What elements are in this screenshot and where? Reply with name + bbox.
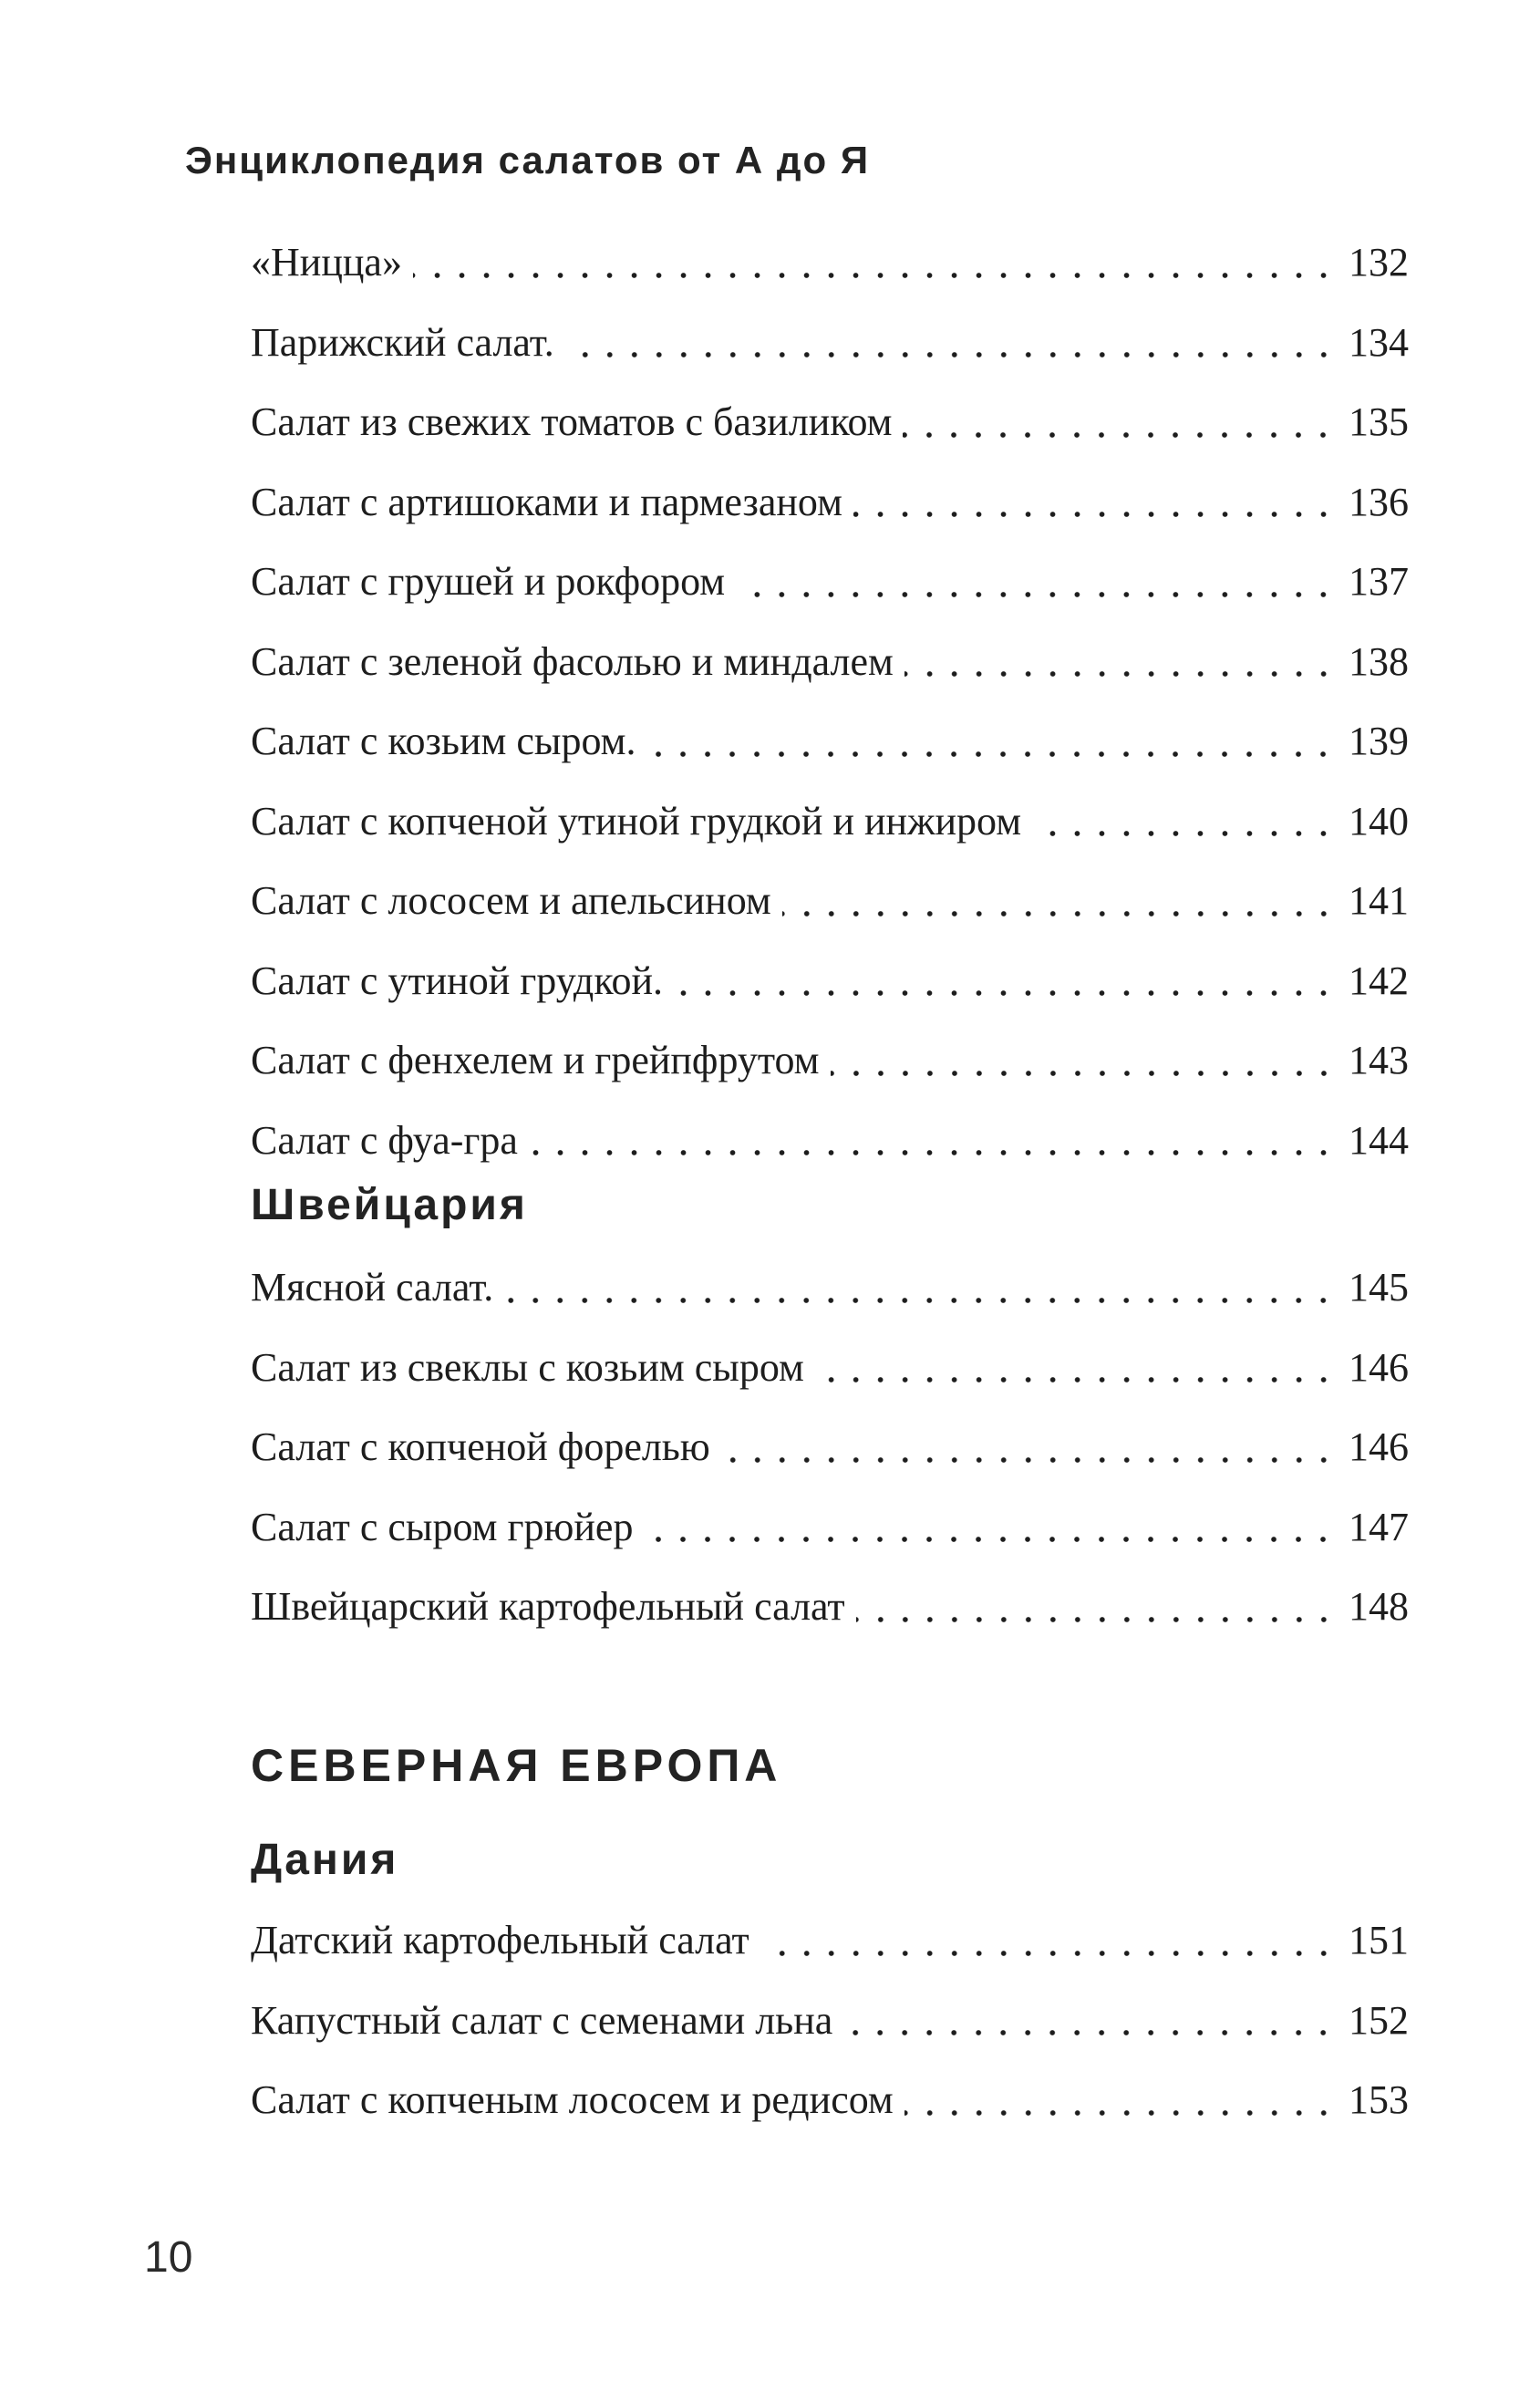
toc-entry [251,1981,1409,2061]
entry-title: Салат из свежих томатов с базиликом [251,399,893,444]
entry-title: Швейцарский картофельный салат [251,1584,845,1629]
entry-page-number: 144 [1349,1117,1409,1163]
dot-leader [843,1981,1339,2061]
toc-section-france [251,223,1409,1180]
dot-leader [1032,782,1339,862]
toc-entry [251,861,1409,941]
entry-page-number: 145 [1349,1265,1409,1310]
entry-page-number: 132 [1349,240,1409,285]
entry-title: Салат с козьим сыром. [251,719,636,763]
entry-page-number: 148 [1349,1584,1409,1629]
entry-page-number: 140 [1349,798,1409,844]
entry-title: Салат с лососем и апельсином [251,878,771,923]
toc-entry [251,382,1409,462]
entry-page-number: 153 [1349,2077,1409,2122]
entry-title: Датский картофельный салат [251,1918,749,1962]
toc-entry [251,1020,1409,1101]
entry-title: Салат с фуа-гра [251,1117,518,1163]
entry-page-number: 137 [1349,559,1409,604]
dot-leader [736,542,1339,622]
toc-entry [251,1487,1409,1568]
entry-title: Салат с копченой утиной грудкой и инжиром [251,798,1022,844]
entry-page-number: 138 [1349,638,1409,684]
dot-leader [644,1487,1339,1568]
toc-entry [251,303,1409,383]
dot-leader [782,861,1339,941]
entry-page-number: 141 [1349,878,1409,923]
entry-page-number: 146 [1349,1424,1409,1469]
toc-entry [251,462,1409,543]
entry-page-number: 147 [1349,1504,1409,1549]
entry-title: Салат с фенхелем и грейпфрутом [251,1038,820,1082]
dot-leader [721,1407,1339,1487]
entry-title: «Ницца» [251,240,402,285]
entry-page-number: 139 [1349,719,1409,763]
toc-entry [251,1900,1409,1981]
dot-leader [413,223,1339,303]
dot-leader [904,2060,1339,2140]
entry-title: Салат с зеленой фасолью и миндалем [251,638,894,684]
dot-leader [853,462,1339,543]
entry-page-number: 151 [1349,1918,1409,1962]
entry-title: Капустный салат с семенами льна [251,1997,833,2043]
entry-title: Мясной салат. [251,1265,494,1310]
toc-entry [251,1328,1409,1408]
dot-leader [674,941,1339,1021]
dot-leader [856,1567,1339,1647]
dot-leader [903,382,1339,462]
toc-entry [251,941,1409,1021]
entry-title: Салат с копченой форелью [251,1424,710,1469]
running-header: Энциклопедия салатов от А до Я [185,139,871,181]
entry-title: Салат с копченым лососем и редисом [251,2077,894,2122]
entry-title: Парижский салат. [251,319,554,365]
dot-leader [504,1248,1339,1328]
subheading-switzerland: Швейцария [251,1181,528,1229]
toc-entry [251,1248,1409,1328]
entry-title: Салат с сыром грюйер [251,1504,634,1549]
dot-leader [646,701,1339,782]
toc-entry [251,622,1409,702]
entry-page-number: 135 [1349,399,1409,444]
toc-entry [251,1567,1409,1647]
toc-entry [251,1407,1409,1487]
dot-leader [565,303,1339,383]
entry-page-number: 152 [1349,1997,1409,2043]
entry-page-number: 146 [1349,1344,1409,1390]
toc-entry [251,2060,1409,2140]
toc-entry [251,782,1409,862]
entry-title: Салат из свеклы с козьим сыром [251,1344,804,1390]
entry-page-number: 136 [1349,479,1409,524]
toc-entry [251,542,1409,622]
entry-page-number: 143 [1349,1038,1409,1082]
entry-title: Салат с артишоками и пармезаном [251,479,842,524]
entry-title: Салат с утиной грудкой. [251,958,664,1003]
section-heading-northern-europe: СЕВЕРНАЯ ЕВРОПА [251,1740,782,1791]
entry-page-number: 134 [1349,319,1409,365]
toc-section-denmark [251,1900,1409,2140]
dot-leader [904,622,1339,702]
entry-title: Салат с грушей и рокфором [251,559,726,604]
folio-page-number: 10 [144,2233,193,2282]
subheading-denmark: Дания [251,1836,399,1884]
toc-section-switzerland [251,1248,1409,1647]
dot-leader [529,1101,1339,1181]
toc-entry [251,223,1409,303]
toc-entry [251,1101,1409,1181]
dot-leader [815,1328,1339,1408]
dot-leader [831,1020,1339,1101]
toc-entry [251,701,1409,782]
entry-page-number: 142 [1349,958,1409,1003]
dot-leader [760,1900,1339,1981]
